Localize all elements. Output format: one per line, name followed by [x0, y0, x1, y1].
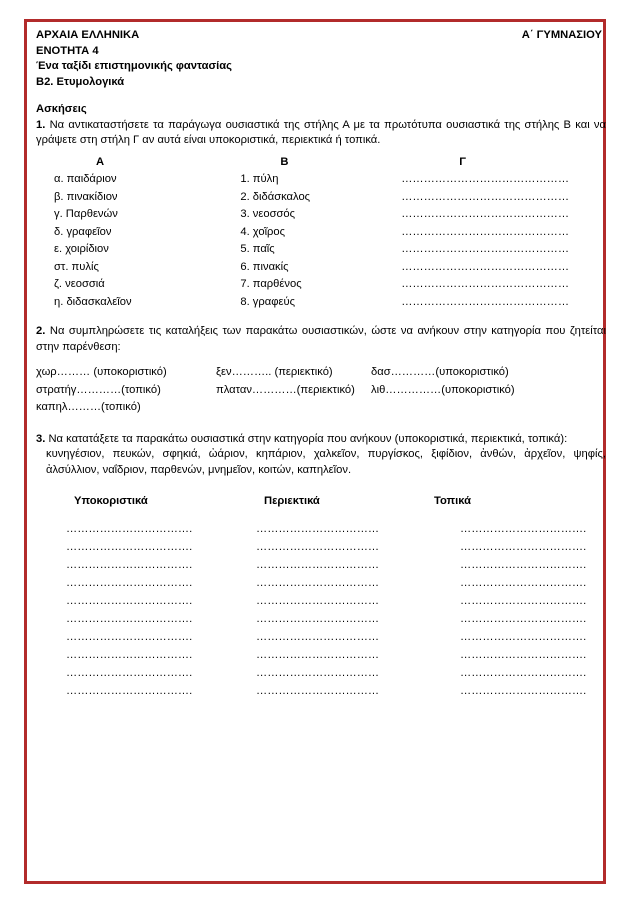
answer-blank-collective[interactable]: …………………………… — [256, 630, 380, 643]
column-a-cell: ζ. νεοσσιά — [54, 278, 105, 290]
column-b-cell: 7. παρθένος — [240, 278, 302, 290]
answer-blank-locative[interactable]: ……………………………. — [460, 594, 587, 607]
column-header-locatives: Τοπικά — [434, 495, 471, 507]
answer-blank-collective[interactable]: …………………………… — [256, 558, 380, 571]
column-header-diminutives: Υποκοριστικά — [74, 495, 148, 507]
answer-blank-diminutive[interactable]: ……………………………. — [66, 594, 193, 607]
column-a-cell: α. παιδάριον — [54, 173, 117, 185]
answer-blank-collective[interactable]: …………………………… — [256, 684, 380, 697]
answer-blank-diminutive[interactable]: ……………………………. — [66, 612, 193, 625]
answer-blank-diminutive[interactable]: ……………………………. — [66, 522, 193, 535]
subject-title: ΑΡΧΑΙΑ ΕΛΛΗΝΙΚΑ — [36, 29, 140, 41]
column-b-cell: 4. χοῖρος — [240, 225, 286, 238]
answer-blank-collective[interactable]: …………………………… — [256, 540, 380, 553]
table-row — [54, 295, 606, 313]
exercise-3-number: 3. — [36, 432, 46, 445]
answer-blank-locative[interactable]: ……………………………. — [460, 522, 587, 535]
exercise-2-text: Να συμπληρώσετε τις καταλήξεις των παρακάτω ουσιαστικών, ώστε να ανήκουν στην κατηγορία που ζητείται στην παρένθεση: — [36, 325, 606, 353]
exercise-3-instructions — [36, 432, 606, 448]
fill-in-item[interactable]: χωρ……… (υποκοριστικό) — [36, 366, 167, 378]
answer-blank-diminutive[interactable]: ……………………………. — [66, 540, 193, 553]
table-row — [54, 172, 606, 190]
answer-blank-diminutive[interactable]: ……………………………. — [66, 630, 193, 643]
column-b-cell: 5. παῖς — [240, 243, 275, 255]
fill-in-item[interactable]: καπηλ………(τοπικό) — [36, 401, 141, 413]
column-b-header: Β — [280, 155, 289, 168]
answer-blank-locative[interactable]: ……………………………. — [460, 540, 587, 553]
answer-blank[interactable]: ……………………………………… — [401, 295, 570, 308]
answer-blank-locative[interactable]: ……………………………. — [460, 648, 587, 661]
column-b-cell: 2. διδάσκαλος — [240, 190, 311, 203]
grade-title: Α΄ ΓΥΜΝΑΣΙΟΥ — [521, 29, 602, 41]
answer-blank[interactable]: ……………………………………… — [401, 260, 570, 273]
answer-blank-collective[interactable]: …………………………… — [256, 522, 380, 535]
column-a-cell: δ. γραφεῖον — [54, 225, 112, 238]
answer-blank-locative[interactable]: ……………………………. — [460, 612, 587, 625]
table-row — [54, 260, 606, 278]
column-b-cell: 8. γραφεύς — [240, 295, 295, 308]
unit-label: ΕΝΟΤΗΤΑ 4 — [36, 44, 99, 57]
answer-blank[interactable]: ……………………………………… — [401, 243, 570, 255]
column-b-cell: 1. πύλη — [240, 173, 279, 185]
answer-blank-locative[interactable]: ……………………………. — [460, 666, 587, 679]
column-a-cell: β. πινακίδιον — [54, 190, 118, 203]
exercise-1-number: 1. — [36, 118, 46, 131]
answer-blank[interactable]: ……………………………………… — [401, 173, 570, 185]
exercise-3-answer-grid — [66, 522, 606, 701]
column-b-cell: 6. πινακίς — [240, 260, 289, 273]
column-a-cell: η. διδασκαλεῖον — [54, 295, 132, 308]
answer-blank[interactable]: ……………………………………… — [401, 278, 570, 290]
column-header-collectives: Περιεκτικά — [264, 495, 320, 507]
exercise-2-items — [36, 365, 606, 416]
table-row — [54, 225, 606, 243]
answer-blank-collective[interactable]: …………………………… — [256, 612, 380, 625]
column-a-header: Α — [96, 155, 105, 168]
fill-in-item[interactable]: πλαταν…………(περιεκτικό) — [216, 383, 355, 396]
answer-blank-locative[interactable]: ……………………………. — [460, 630, 587, 643]
answer-blank-collective[interactable]: …………………………… — [256, 594, 380, 607]
table-row — [54, 242, 606, 260]
answer-blank-diminutive[interactable]: ……………………………. — [66, 558, 193, 571]
unit-title: Ένα ταξίδι επιστημονικής φαντασίας — [36, 60, 232, 72]
exercise-3-text: Να κατατάξετε τα παρακάτω ουσιαστικά στην κατηγορία που ανήκουν (υποκοριστικά, περιεκτικά, τοπικά): — [48, 432, 568, 445]
answer-blank-locative[interactable]: ……………………………. — [460, 558, 587, 571]
answer-blank-collective[interactable]: …………………………… — [256, 648, 380, 661]
worksheet — [36, 28, 606, 700]
exercise-1-text: Να αντικαταστήσετε τα παράγωγα ουσιαστικά της στήλης Α με τα πρωτότυπα ουσιαστικά της στήλης Β και να γράψετε στη στήλη Γ αν αυτά είναι υποκοριστικά, περιεκτικά ή τοπικά. — [36, 118, 606, 146]
answer-blank[interactable]: ……………………………………… — [401, 190, 570, 203]
column-b-cell: 3. νεοσσός — [240, 208, 296, 220]
exercise-1-table — [54, 155, 606, 313]
section-title: Β2. Ετυμολογικά — [36, 75, 125, 88]
answer-blank-locative[interactable]: ……………………………. — [460, 576, 587, 589]
table-row — [54, 190, 606, 208]
fill-in-item[interactable]: ξεν……….. (περιεκτικό) — [216, 366, 333, 378]
table-row — [54, 277, 606, 295]
exercise-3-word-list: κυνηγέσιον, πευκών, σφηκιά, ὠάριον, κηπάριον, χαλκεῖον, πυργίσκος, ξιφίδιον, ἀνθών, ἀρχεῖον, ψηφίς, ἀλσύλλιον, ναΐδριον, παρθενών, μνημεῖον, κοιτών, καπηλεῖον. — [46, 448, 606, 476]
answer-blank[interactable]: ……………………………………… — [401, 225, 570, 238]
column-a-cell: γ. Παρθενών — [54, 208, 118, 220]
exercises-heading: Ασκήσεις — [36, 103, 87, 115]
answer-blank-diminutive[interactable]: ……………………………. — [66, 576, 193, 589]
exercise-2-instructions — [36, 324, 606, 355]
fill-in-item[interactable]: δασ…………(υποκοριστικό) — [371, 366, 509, 378]
table-row — [54, 207, 606, 225]
fill-in-item[interactable]: λιθ……………(υποκοριστικό) — [371, 383, 515, 396]
answer-blank-diminutive[interactable]: ……………………………. — [66, 684, 193, 697]
exercise-3-column-headers — [74, 494, 606, 510]
exercise-1-instructions — [36, 118, 606, 149]
column-c-header: Γ — [459, 155, 466, 168]
answer-blank-collective[interactable]: …………………………… — [256, 576, 380, 589]
answer-blank-diminutive[interactable]: ……………………………. — [66, 648, 193, 661]
answer-blank[interactable]: ……………………………………… — [401, 208, 570, 220]
column-a-cell: ε. χοιρίδιον — [54, 243, 109, 255]
column-a-cell: στ. πυλίς — [54, 260, 99, 273]
exercise-2-number: 2. — [36, 325, 46, 337]
answer-blank-collective[interactable]: …………………………… — [256, 666, 380, 679]
fill-in-item[interactable]: στρατήγ…………(τοπικό) — [36, 383, 161, 396]
answer-blank-locative[interactable]: ……………………………. — [460, 684, 587, 697]
answer-blank-diminutive[interactable]: ……………………………. — [66, 666, 193, 679]
